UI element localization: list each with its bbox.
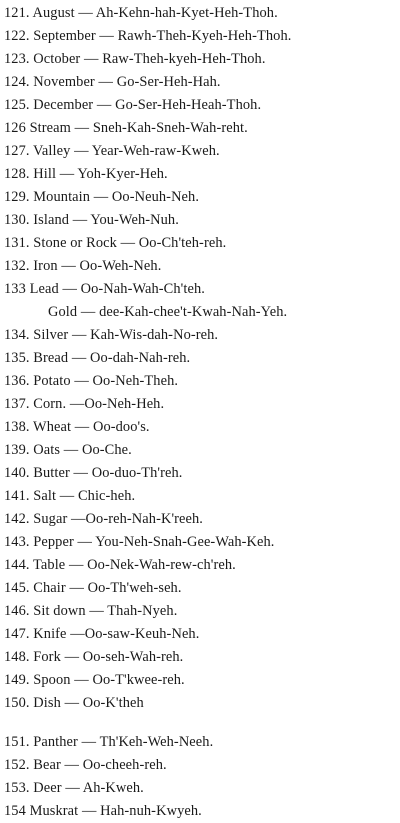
entry-151: 151. Panther — Th'Keh-Weh-Neeh. xyxy=(4,734,214,750)
entry-139: 139. Oats — Oo-Che. xyxy=(4,442,132,458)
entry-131: 131. Stone or Rock — Oo-Ch'teh-reh. xyxy=(4,235,227,251)
entry-140: 140. Butter — Oo-duo-Th'reh. xyxy=(4,465,183,481)
entry-152: 152. Bear — Oo-cheeh-reh. xyxy=(4,757,167,773)
vocabulary-list xyxy=(4,2,396,823)
entry-146: 146. Sit down — Thah-Nyeh. xyxy=(4,603,178,619)
entry-142: 142. Sugar —Oo-reh-Nah-K'reeh. xyxy=(4,511,204,527)
entry-138: 138. Wheat — Oo-doo's. xyxy=(4,419,150,435)
entry-133-gold: Gold — dee-Kah-chee't-Kwah-Nah-Yeh. xyxy=(48,304,288,320)
entry-145: 145. Chair — Oo-Th'weh-seh. xyxy=(4,580,182,596)
entry-129: 129. Mountain — Oo-Neuh-Neh. xyxy=(4,189,200,205)
entry-123: 123. October — Raw-Theh-kyeh-Heh-Thoh. xyxy=(4,51,266,67)
entry-124: 124. November — Go-Ser-Heh-Hah. xyxy=(4,74,221,90)
entry-132: 132. Iron — Oo-Weh-Neh. xyxy=(4,258,162,274)
entry-149: 149. Spoon — Oo-T'kwee-reh. xyxy=(4,672,185,688)
entry-147: 147. Knife —Oo-saw-Keuh-Neh. xyxy=(4,626,200,642)
entry-150: 150. Dish — Oo-K'theh xyxy=(4,695,144,711)
entry-143: 143. Pepper — You-Neh-Snah-Gee-Wah-Keh. xyxy=(4,534,275,550)
entry-135: 135. Bread — Oo-dah-Nah-reh. xyxy=(4,350,191,366)
entry-122: 122. September — Rawh-Theh-Kyeh-Heh-Thoh. xyxy=(4,28,292,44)
entry-126: 126 Stream — Sneh-Kah-Sneh-Wah-reht. xyxy=(4,120,248,136)
entry-141: 141. Salt — Chic-heh. xyxy=(4,488,136,504)
entry-130: 130. Island — You-Weh-Nuh. xyxy=(4,212,179,228)
section-gap xyxy=(4,715,396,731)
entry-144: 144. Table — Oo-Nek-Wah-rew-ch'reh. xyxy=(4,557,236,573)
entry-134: 134. Silver — Kah-Wis-dah-No-reh. xyxy=(4,327,219,343)
entry-125: 125. December — Go-Ser-Heh-Heah-Thoh. xyxy=(4,97,262,113)
entry-148: 148. Fork — Oo-seh-Wah-reh. xyxy=(4,649,184,665)
entry-137: 137. Corn. —Oo-Neh-Heh. xyxy=(4,396,165,412)
entry-127: 127. Valley — Year-Weh-raw-Kweh. xyxy=(4,143,220,159)
entry-133: 133 Lead — Oo-Nah-Wah-Ch'teh. xyxy=(4,281,205,297)
entry-136: 136. Potato — Oo-Neh-Theh. xyxy=(4,373,179,389)
entry-121: 121. August — Ah-Kehn-hah-Kyet-Heh-Thoh. xyxy=(4,5,278,21)
entry-153: 153. Deer — Ah-Kweh. xyxy=(4,780,144,796)
entry-154: 154 Muskrat — Hah-nuh-Kwyeh. xyxy=(4,803,202,819)
entry-128: 128. Hill — Yoh-Kyer-Heh. xyxy=(4,166,168,182)
